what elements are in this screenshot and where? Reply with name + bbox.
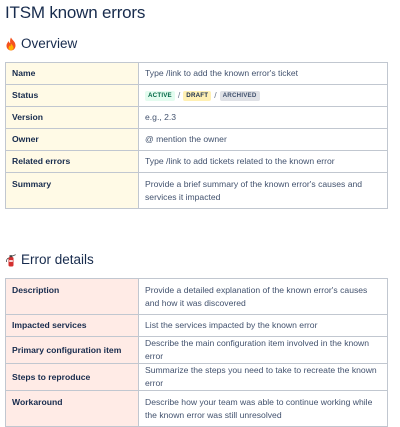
row-value-version[interactable]: e.g., 2.3 (139, 107, 388, 129)
row-key-workaround: Workaround (6, 391, 139, 427)
row-key-impacted-services: Impacted services (6, 315, 139, 337)
row-key-owner: Owner (6, 129, 139, 151)
row-value-workaround[interactable]: Describe how your team was able to continue working while the known error was still unresolved (139, 391, 388, 427)
overview-heading (5, 36, 77, 51)
row-key-description: Description (6, 279, 139, 315)
table-row (6, 391, 388, 427)
row-key-primary-configuration-item: Primary configuration item (6, 337, 139, 364)
table-row (6, 364, 388, 391)
row-key-summary: Summary (6, 173, 139, 209)
status-badge-draft[interactable]: DRAFT (183, 91, 211, 101)
error-details-table (5, 278, 388, 427)
fire-icon (5, 37, 17, 51)
row-key-related-errors: Related errors (6, 151, 139, 173)
row-value-owner[interactable]: @ mention the owner (139, 129, 388, 151)
row-value-summary[interactable]: Provide a brief summary of the known error's causes and services it impacted (139, 173, 388, 209)
row-value-primary-configuration-item[interactable]: Describe the main configuration item involved in the known error (139, 337, 388, 364)
overview-heading-label: Overview (21, 36, 78, 51)
error-details-heading (5, 252, 94, 267)
row-key-name: Name (6, 63, 139, 85)
table-row (6, 85, 388, 107)
table-row (6, 129, 388, 151)
page-title: ITSM known errors (5, 3, 146, 22)
row-key-steps-to-reproduce: Steps to reproduce (6, 364, 139, 391)
table-row (6, 315, 388, 337)
row-value-impacted-services[interactable]: List the services impacted by the known error (139, 315, 388, 337)
status-badge-active[interactable]: ACTIVE (145, 91, 175, 101)
table-row (6, 63, 388, 85)
row-value-related-errors[interactable]: Type /link to add tickets related to the known error (139, 151, 388, 173)
fire-extinguisher-icon (5, 253, 17, 267)
table-row (6, 337, 388, 364)
table-row (6, 151, 388, 173)
status-badge-archived[interactable]: ARCHIVED (220, 91, 260, 101)
row-value-steps-to-reproduce[interactable]: Summarize the steps you need to take to recreate the known error (139, 364, 388, 391)
table-row (6, 279, 388, 315)
row-key-version: Version (6, 107, 139, 129)
error-details-heading-label: Error details (21, 252, 94, 267)
row-value-description[interactable]: Provide a detailed explanation of the known error's causes and how it was discovered (139, 279, 388, 315)
row-value-name[interactable]: Type /link to add the known error's ticket (139, 63, 388, 85)
row-key-status: Status (6, 85, 139, 107)
overview-table (5, 62, 388, 209)
status-separator: / (214, 90, 217, 101)
table-row (6, 107, 388, 129)
table-row (6, 173, 388, 209)
row-value-status (139, 85, 388, 107)
status-separator: / (177, 90, 181, 101)
